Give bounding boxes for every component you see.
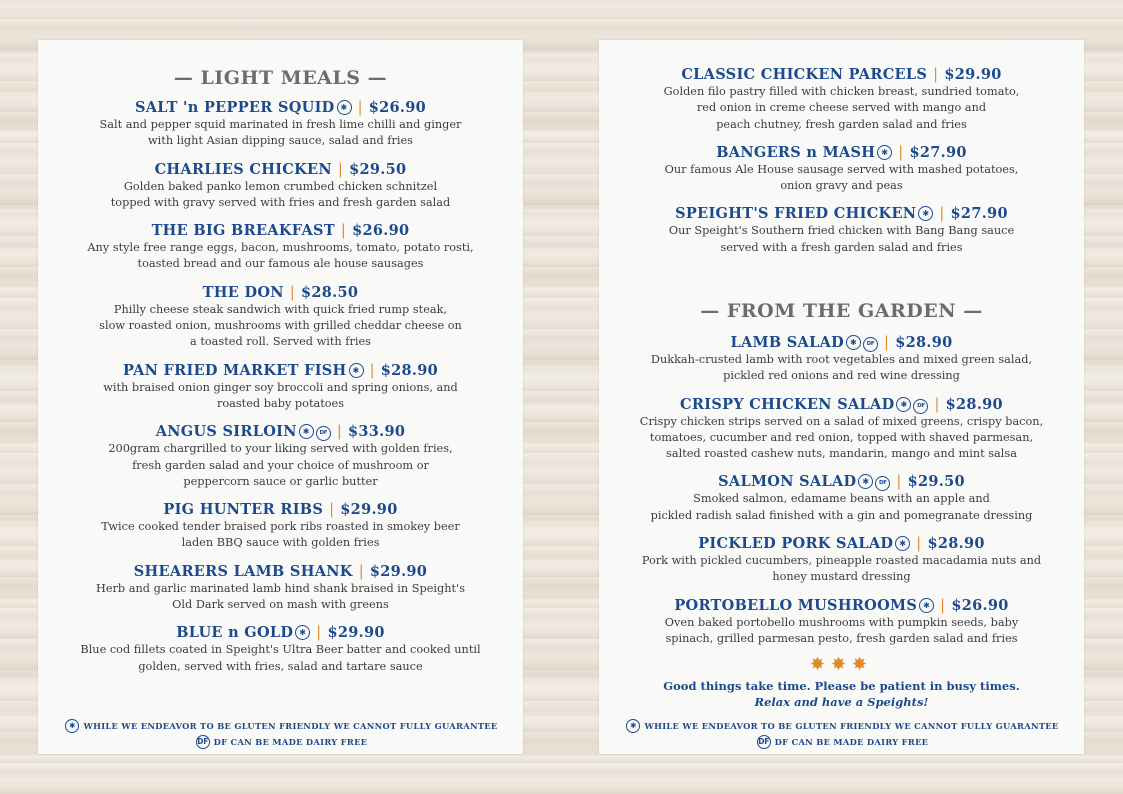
menu-item-price: $28.90	[945, 395, 1003, 413]
price-separator: |	[898, 144, 904, 161]
menu-item-heading	[38, 161, 523, 179]
mains-continued-section	[599, 66, 1084, 267]
menu-item-heading	[599, 597, 1084, 615]
menu-item-description-line: served with a fresh garden salad and fries	[720, 240, 963, 254]
menu-item-price: $27.90	[909, 143, 967, 161]
menu-item-price: $28.90	[380, 361, 439, 379]
menu-item-description-line: 200gram chargrilled to your liking served with golden fries,	[108, 442, 453, 456]
dairy-free-icon: DF	[863, 337, 878, 352]
price-separator: |	[939, 206, 945, 223]
price-separator: |	[336, 424, 342, 441]
menu-item-price: $28.90	[927, 535, 985, 553]
menu-item	[38, 222, 523, 273]
section-title-light-meals: — LIGHT MEALS —	[173, 67, 388, 89]
menu-item-name: SALMON SALAD	[718, 473, 857, 491]
menu-item	[599, 334, 1084, 385]
light-meals-list	[38, 99, 523, 675]
menu-item-name: SPEIGHT'S FRIED CHICKEN	[675, 205, 917, 223]
menu-item-heading	[38, 563, 523, 581]
menu-item-description-line: Our Speight's Southern fried chicken with Bang Bang sauce	[668, 224, 1015, 238]
menu-item-name: CRISPY CHICKEN SALAD	[680, 395, 895, 413]
menu-item-heading	[38, 99, 523, 117]
tagline-line-1: Good things take time. Please be patient in busy times.	[663, 679, 1020, 694]
mains-continued-list	[599, 66, 1084, 256]
menu-item-heading	[38, 624, 523, 642]
light-meals-section	[38, 66, 523, 686]
menu-item	[38, 284, 523, 351]
menu-item-price: $29.90	[944, 66, 1002, 83]
menu-item-description-line: spinach, grilled parmesan pesto, fresh garden salad and fries	[665, 631, 1018, 645]
decorative-stars-icon: ✸✸✸	[809, 654, 874, 676]
menu-item-price: $29.90	[340, 501, 398, 519]
menu-item-description-line: laden BBQ sauce with golden fries	[181, 536, 380, 550]
left-menu-page	[38, 40, 523, 754]
from-the-garden-section	[599, 299, 1084, 710]
menu-item	[38, 362, 523, 413]
menu-item-price: $26.90	[951, 596, 1009, 614]
price-separator: |	[329, 502, 335, 519]
menu-item-description-line: peppercorn sauce or garlic butter	[183, 474, 378, 488]
gluten-free-icon: ✱	[919, 598, 934, 613]
menu-item-name: LAMB SALAD	[730, 334, 845, 351]
gluten-friendly-note-right	[599, 718, 1084, 734]
gluten-free-icon: ✱	[349, 363, 364, 378]
price-separator: |	[289, 284, 296, 301]
dairy-free-note	[38, 734, 523, 750]
menu-item-description-line: Smoked salmon, edamame beans with an apple and	[693, 492, 990, 506]
menu-item-description-line: slow roasted onion, mushrooms with grilled cheddar cheese on	[99, 319, 462, 333]
price-separator: |	[369, 362, 375, 379]
price-separator: |	[316, 625, 322, 642]
menu-item-price: $28.50	[301, 283, 359, 301]
menu-item-description-line: Oven baked portobello mushrooms with pumpkin seeds, baby	[664, 615, 1019, 629]
menu-item-price: $29.50	[907, 473, 965, 491]
menu-item-description-line: pickled red onions and red wine dressing	[723, 369, 960, 383]
menu-item-description-line: salted roasted cashew nuts, mandarin, mango and mint salsa	[666, 447, 1017, 461]
menu-item-description-line: roasted baby potatoes	[216, 396, 345, 410]
menu-item-description-line: Golden baked panko lemon crumbed chicken schnitzel	[123, 179, 438, 193]
price-separator: |	[916, 536, 922, 553]
menu-item-heading	[599, 396, 1084, 414]
menu-item-heading	[38, 501, 523, 519]
menu-item-description-line: toasted bread and our famous ale house sausages	[137, 257, 424, 271]
menu-item-name: SALT 'n PEPPER SQUID	[134, 99, 335, 116]
menu-item-name: PORTOBELLO MUSHROOMS	[674, 596, 918, 614]
menu-item-heading	[599, 144, 1084, 162]
menu-item	[599, 597, 1084, 648]
gluten-free-icon: ✱	[626, 719, 640, 733]
gluten-note-text: WHILE WE ENDEAVOR TO BE GLUTEN FRIENDLY WE CANNOT FULLY GUARANTEE	[83, 721, 498, 731]
gluten-free-icon: ✱	[858, 474, 873, 489]
menu-item	[599, 396, 1084, 463]
menu-item-description-line: tomatoes, cucumber and red onion, topped with shaved parmesan,	[649, 430, 1034, 444]
menu-item-heading	[599, 535, 1084, 553]
price-separator: |	[337, 161, 344, 178]
price-separator: |	[934, 396, 940, 413]
menu-item-name: THE BIG BREAKFAST	[151, 222, 335, 240]
menu-item	[38, 563, 523, 614]
menu-item-name: ANGUS SIRLOIN	[155, 423, 297, 441]
menu-item-price: $29.50	[349, 160, 407, 178]
gluten-note-text: WHILE WE ENDEAVOR TO BE GLUTEN FRIENDLY WE CANNOT FULLY GUARANTEE	[644, 721, 1059, 731]
gluten-free-icon: ✱	[846, 335, 861, 350]
menu-item	[38, 624, 523, 675]
menu-item-name: CLASSIC CHICKEN PARCELS	[681, 66, 928, 83]
menu-item-heading	[599, 66, 1084, 84]
menu-item	[599, 144, 1084, 195]
menu-item	[38, 501, 523, 552]
price-separator: |	[358, 563, 364, 580]
menu-item	[599, 535, 1084, 586]
menu-item-description-line: Dukkah-crusted lamb with root vegetables and mixed green salad,	[650, 353, 1033, 366]
menu-item-price: $29.90	[327, 624, 385, 642]
dairy-free-icon: DF	[196, 735, 210, 749]
menu-item-description-line: Salt and pepper squid marinated in fresh lime chilli and ginger	[99, 118, 462, 131]
menu-item-name: BANGERS n MASH	[716, 143, 876, 161]
gluten-free-icon: ✱	[896, 397, 911, 412]
menu-item-name: SHEARERS LAMB SHANK	[133, 562, 353, 580]
price-separator: |	[340, 223, 347, 240]
menu-item-description-line: with light Asian dipping sauce, salad and fries	[148, 134, 413, 148]
section-title-from-the-garden: — FROM THE GARDEN —	[700, 300, 983, 322]
menu-item	[38, 161, 523, 212]
price-separator: |	[896, 474, 902, 491]
dairy-free-icon: DF	[757, 735, 771, 749]
gluten-free-icon: ✱	[895, 536, 910, 551]
menu-item-description-line: Pork with pickled cucumbers, pineapple roasted macadamia nuts and	[641, 554, 1042, 568]
menu-item-description-line: red onion in creme cheese served with mango and	[696, 101, 987, 115]
menu-item-description-line: Twice cooked tender braised pork ribs roasted in smokey beer	[101, 520, 460, 534]
menu-item-description-line: honey mustard dressing	[772, 570, 911, 584]
menu-item-description-line: Golden filo pastry filled with chicken breast, sundried tomato,	[663, 85, 1020, 98]
tagline-line-2: Relax and have a Speights!	[754, 695, 929, 710]
menu-item-heading	[599, 473, 1084, 491]
menu-item-description-line: fresh garden salad and your choice of mushroom or	[132, 458, 429, 472]
menu-item-description-line: onion gravy and peas	[780, 179, 903, 193]
menu-item-price: $26.90	[368, 99, 427, 116]
price-separator: |	[357, 100, 363, 116]
menu-item-name: PICKLED PORK SALAD	[698, 535, 894, 553]
menu-item-description-line: pickled radish salad finished with a gin and pomegranate dressing	[650, 508, 1033, 522]
dairy-free-note-right	[599, 734, 1084, 750]
menu-item	[599, 473, 1084, 524]
menu-item-description-line: Philly cheese steak sandwich with quick fried rump steak,	[113, 302, 448, 316]
menu-item	[599, 205, 1084, 256]
menu-item-name: PAN FRIED MARKET FISH	[122, 361, 347, 379]
dairy-free-icon: DF	[913, 399, 928, 414]
menu-item-price: $27.90	[950, 205, 1008, 223]
menu-item-description-line: a toasted roll. Served with fries	[190, 335, 371, 349]
menu-item-heading	[38, 284, 523, 302]
dairy-note-text: DF CAN BE MADE DAIRY FREE	[213, 737, 368, 747]
menu-item-description-line: Herb and garlic marinated lamb hind shank braised in Speight's	[96, 581, 465, 595]
menu-item	[38, 99, 523, 150]
price-separator: |	[933, 67, 939, 83]
menu-item-heading	[38, 362, 523, 380]
menu-item-price: $26.90	[352, 222, 410, 240]
menu-item-heading	[599, 334, 1084, 352]
garden-list	[599, 334, 1084, 647]
menu-item-description-line: Our famous Ale House sausage served with mashed potatoes,	[664, 162, 1019, 176]
menu-item-description-line: peach chutney, fresh garden salad and fries	[716, 117, 967, 131]
menu-item-name: THE DON	[202, 283, 284, 301]
dairy-note-text: DF CAN BE MADE DAIRY FREE	[774, 737, 929, 747]
menu-item	[599, 66, 1084, 133]
menu-item-name: BLUE n GOLD	[176, 624, 294, 642]
menu-item-price: $29.90	[369, 562, 428, 580]
menu-item-price: $28.90	[895, 334, 953, 351]
gluten-free-icon: ✱	[337, 100, 352, 115]
menu-item-description-line: Old Dark served on mash with greens	[172, 598, 389, 612]
menu-item-price: $33.90	[348, 423, 406, 441]
menu-item-description-line: Crispy chicken strips served on a salad of mixed greens, crispy bacon,	[639, 414, 1044, 428]
menu-item	[38, 423, 523, 490]
menu-item-description-line: golden, served with fries, salad and tartare sauce	[138, 659, 423, 673]
tagline	[599, 678, 1084, 710]
price-separator: |	[884, 335, 890, 351]
menu-item-description-line: topped with gravy served with fries and fresh garden salad	[110, 195, 451, 209]
price-separator: |	[940, 597, 946, 614]
menu-item-description-line: Any style free range eggs, bacon, mushrooms, tomato, potato rosti,	[87, 241, 474, 255]
right-menu-page	[599, 40, 1084, 754]
dairy-free-icon: DF	[316, 426, 331, 441]
menu-item-description-line: Blue cod fillets coated in Speight's Ultra Beer batter and cooked until	[80, 643, 481, 657]
menu-item-description-line: with braised onion ginger soy broccoli and spring onions, and	[103, 380, 458, 394]
menu-item-name: PIG HUNTER RIBS	[163, 501, 324, 519]
menu-item-heading	[38, 423, 523, 441]
gluten-friendly-note	[38, 718, 523, 734]
gluten-free-icon: ✱	[295, 625, 310, 640]
gluten-free-icon: ✱	[299, 424, 314, 439]
menu-item-name: CHARLIES CHICKEN	[154, 160, 332, 178]
menu-item-heading	[38, 222, 523, 240]
gluten-free-icon: ✱	[877, 145, 892, 160]
dairy-free-icon: DF	[875, 476, 890, 491]
gluten-free-icon: ✱	[918, 206, 933, 221]
gluten-free-icon: ✱	[65, 719, 79, 733]
menu-item-heading	[599, 205, 1084, 223]
